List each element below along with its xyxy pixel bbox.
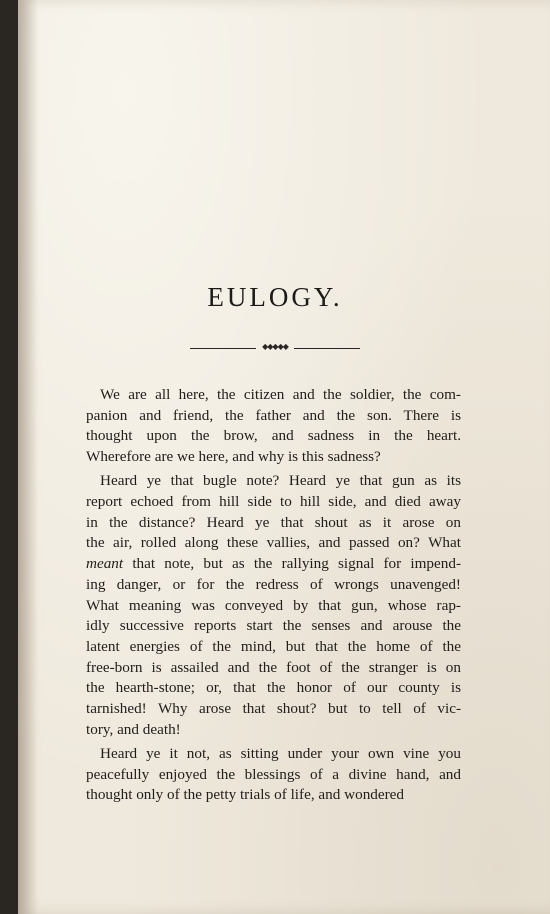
ornament-diamonds: ◆◆◆◆◆ (262, 342, 288, 351)
text-line: What meaning was conveyed by that gun, whose rap- (86, 596, 461, 614)
page-title: EULOGY. (207, 282, 343, 312)
text-line: idly successive reports start the senses and arouse the (86, 617, 461, 635)
paragraph (86, 471, 461, 740)
text-line: peacefully enjoyed the blessings of a divine hand, and (86, 765, 461, 783)
text-line: the hearth-stone; or, that the honor of our county is (86, 679, 461, 697)
eulogy-body (86, 385, 461, 810)
text-line: meant that note, but as the rallying signal for impend- (86, 555, 461, 573)
paragraph (86, 385, 461, 468)
text-line: panion and friend, the father and the son. There is (86, 406, 461, 424)
ornamental-rule (190, 342, 360, 351)
rule-line-right (294, 348, 360, 349)
rule-line-left (190, 348, 256, 349)
text-line: Wherefore are we here, and why is this sadness? (86, 448, 381, 466)
text-line: ing danger, or for the redress of wrongs unavenged! (86, 575, 461, 593)
text-line: report echoed from hill side to hill side, and died away (86, 493, 461, 511)
text-line: Heard ye it not, as sitting under your own vine you (100, 744, 461, 762)
text-line: thought upon the brow, and sadness in the heart. (86, 427, 461, 445)
text-line: tory, and death! (86, 720, 181, 738)
text-line: free-born is assailed and the foot of the stranger is on (86, 658, 461, 676)
text-line: tarnished! Why arose that shout? but to tell of vic- (86, 700, 461, 718)
text-line: latent energies of the mind, but that the home of the (86, 637, 461, 655)
text-line: in the distance? Heard ye that shout as it arose on (86, 513, 461, 531)
text-line: Heard ye that bugle note? Heard ye that gun as its (100, 472, 461, 490)
paragraph (86, 744, 461, 806)
text-line: the air, rolled along these vallies, and passed on? What (86, 534, 461, 552)
text-line: We are all here, the citizen and the soldier, the com- (100, 386, 461, 403)
text-line: thought only of the petty trials of life, and wondered (86, 786, 405, 804)
page-edge-stain (18, 0, 38, 914)
